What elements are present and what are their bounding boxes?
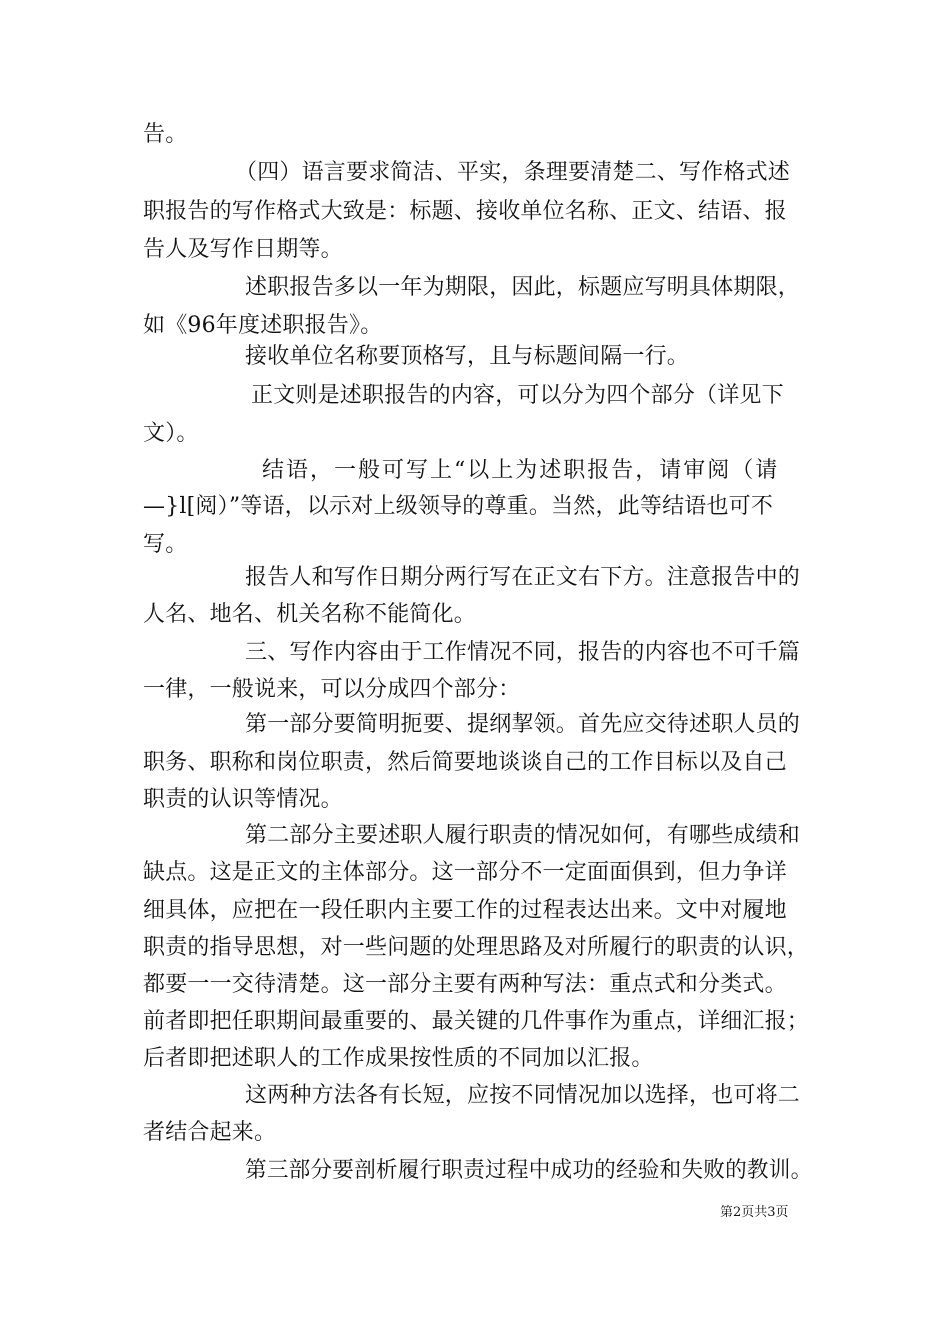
text-line: 职报告的写作格式大致是：标题、接收单位名称、正文、结语、报 — [143, 199, 787, 224]
text-line: 细具体，应把在一段任职内主要工作的过程表达出来。文中对履地 — [143, 898, 787, 923]
text-line: 文）。 — [143, 421, 199, 446]
text-line: 一律，一般说来，可以分成四个部分： — [143, 677, 521, 702]
text-line: 接收单位名称要顶格写，且与标题间隔一行。 — [245, 344, 690, 369]
text-line: 如《96年度述职报告》。 — [143, 313, 383, 338]
text-line: （四）语言要求简洁、平实，条理要清楚二、写作格式述 — [235, 160, 791, 185]
text-line: 写。 — [143, 532, 188, 557]
text-line: 者结合起来。 — [143, 1120, 277, 1145]
page-number: 第2页共3页 — [720, 1205, 789, 1220]
text-line: 正文则是述职报告的内容，可以分为四个部分（详见下 — [251, 383, 784, 408]
text-line: 都要一一交待清楚。这一部分主要有两种写法：重点式和分类式。 — [143, 972, 787, 997]
text-line: 职务、职称和岗位职责，然后简要地谈谈自己的工作目标以及自己 — [143, 750, 787, 775]
text-line: 第二部分主要述职人履行职责的情况如何，有哪些成绩和 — [245, 823, 801, 848]
text-line: 述职报告多以一年为期限，因此，标题应写明具体期限， — [245, 275, 801, 300]
text-line: 职责的认识等情况。 — [143, 787, 343, 812]
text-line: 第一部分要简明扼要、提纲挈领。首先应交待述职人员的 — [245, 712, 801, 737]
text-line: 报告人和写作日期分两行写在正文右下方。注意报告中的 — [245, 565, 801, 590]
text-line: —}l[阅）”等语，以示对上级领导的尊重。当然，此等结语也可不 — [143, 494, 774, 519]
text-line: 告。 — [143, 122, 188, 147]
text-line: 结语，一般可写上“以上为述职报告，请审阅（请 — [262, 458, 780, 483]
text-line: 第三部分要剖析履行职责过程中成功的经验和失败的教训。 — [245, 1158, 813, 1183]
text-line: 职责的指导思想，对一些问题的处理思路及对所履行的职责的认识， — [143, 935, 810, 960]
text-line: 三、写作内容由于工作情况不同，报告的内容也不可千篇 — [245, 640, 801, 665]
text-line: 后者即把述职人的工作成果按性质的不同加以汇报。 — [143, 1046, 654, 1071]
text-line: 缺点。这是正文的主体部分。这一部分不一定面面俱到，但力争详 — [143, 860, 787, 885]
text-line: 这两种方法各有长短，应按不同情况加以选择，也可将二 — [245, 1083, 801, 1108]
text-line: 前者即把任职期间最重要的、最关键的几件事作为重点，详细汇报； — [143, 1009, 810, 1034]
text-line: 人名、地名、机关名称不能简化。 — [143, 602, 477, 627]
text-line: 告人及写作日期等。 — [143, 237, 343, 262]
